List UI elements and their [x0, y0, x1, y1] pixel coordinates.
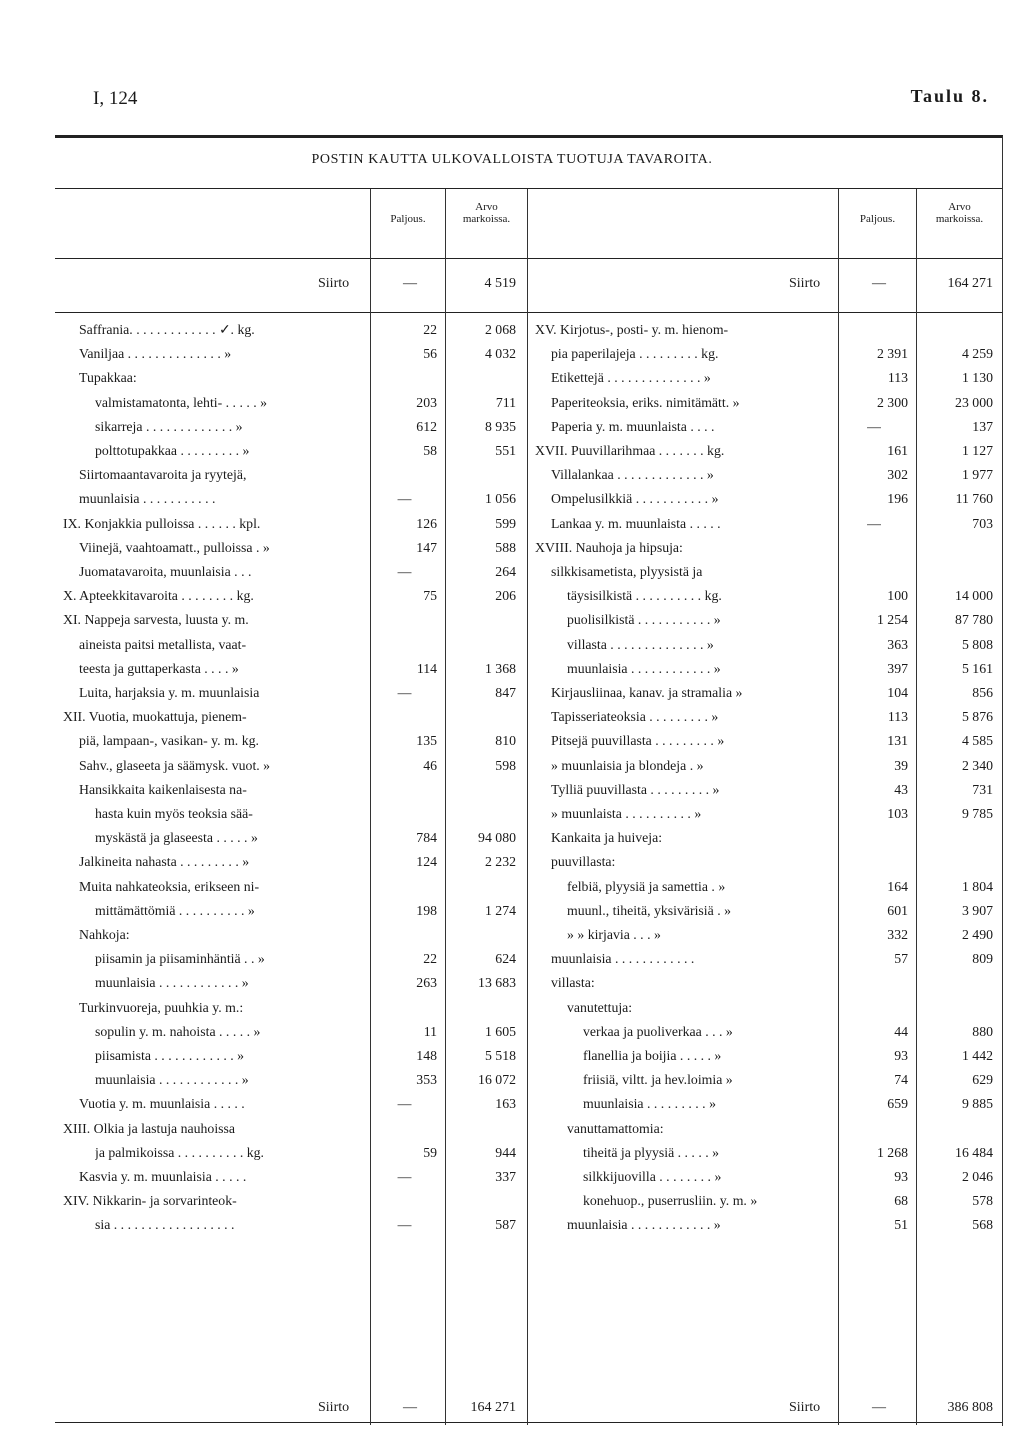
row-value: 731 [972, 781, 993, 797]
row-value: 2 068 [484, 322, 516, 337]
table-row [0, 467, 1024, 491]
left-value-header-line2: markoissa. [462, 213, 511, 225]
row-value: 5 808 [961, 636, 993, 652]
row-quantity: 198 [416, 902, 437, 918]
carry-top-right-quantity: — [872, 276, 886, 291]
row-label: muunlaisia . . . . . . . . . » [583, 1096, 716, 1112]
row-value: 2 232 [484, 854, 516, 870]
row-label: XVII. Puuvillarihmaa . . . . . . . kg. [535, 443, 725, 458]
table-row [0, 637, 1024, 661]
row-value: 1 274 [484, 902, 516, 918]
table-row [0, 879, 1024, 903]
row-label: Vuotia y. m. muunlaisia . . . . . [79, 1096, 245, 1112]
row-quantity: 113 [887, 709, 908, 725]
row-quantity: 93 [894, 1048, 908, 1063]
row-quantity: 39 [894, 757, 908, 773]
row-value: 588 [495, 539, 516, 555]
row-value: 264 [495, 564, 516, 579]
row-label: polttotupakkaa . . . . . . . . . » [95, 443, 250, 458]
row-label: piisamin ja piisaminhäntiä . . » [95, 951, 265, 967]
row-value: 629 [972, 1072, 993, 1088]
row-quantity: 74 [894, 1072, 908, 1088]
row-value: 856 [972, 685, 993, 700]
row-value: 1 605 [484, 1023, 516, 1039]
row-label: XIII. Olkia ja lastuja nauhoissa [63, 1120, 236, 1136]
table-row [0, 661, 1024, 685]
row-value: 1 442 [961, 1048, 993, 1063]
row-label: valmistamatonta, lehti- . . . . . » [95, 394, 268, 410]
carry-bottom-left-quantity: — [403, 1400, 417, 1415]
carry-rule [55, 312, 1003, 313]
row-label: muunlaisia . . . . . . . . . . . [79, 491, 216, 507]
table-row [0, 927, 1024, 951]
row-label: flanellia ja boijia . . . . . » [583, 1048, 722, 1063]
table-row [0, 975, 1024, 999]
row-quantity: 75 [423, 588, 437, 604]
row-label: XV. Kirjotus-, posti- y. m. hienom- [535, 322, 729, 337]
row-value: 8 935 [484, 418, 516, 434]
row-label: vanutettuja: [567, 999, 633, 1015]
row-value: 1 368 [484, 660, 516, 676]
row-quantity: 135 [416, 733, 437, 749]
row-value: 5 876 [961, 709, 993, 725]
right-value-header-line1: Arvo [948, 201, 971, 213]
table-row [0, 1000, 1024, 1024]
row-quantity: — [397, 491, 412, 507]
left-value-header [446, 201, 527, 225]
row-quantity: — [867, 418, 881, 434]
row-quantity: — [397, 1096, 412, 1112]
carry-bottom-right-value: 386 808 [947, 1400, 993, 1415]
table-row [0, 612, 1024, 636]
table-row [0, 733, 1024, 757]
table-row [0, 1048, 1024, 1072]
carry-bottom-right-quantity: — [872, 1400, 886, 1415]
row-label: Luita, harjaksia y. m. muunlaisia [79, 685, 260, 700]
row-label: Sahv., glaseeta ja säämysk. vuot. » [79, 757, 271, 773]
row-quantity: 11 [423, 1023, 437, 1039]
row-value: 1 127 [961, 443, 993, 458]
row-label: pia paperilajeja . . . . . . . . . kg. [551, 346, 719, 362]
row-label: muunlaisia . . . . . . . . . . . . » [95, 1072, 249, 1088]
row-quantity: 113 [887, 370, 908, 386]
row-label: muunlaisia . . . . . . . . . . . . » [567, 1217, 721, 1233]
left-quantity-header: Paljous. [390, 213, 426, 225]
row-value: 598 [495, 757, 516, 773]
row-label: ja palmikoissa . . . . . . . . . . kg. [95, 1144, 264, 1160]
row-value: 2 046 [961, 1169, 993, 1184]
row-value: 2 490 [961, 927, 993, 942]
row-label: sia . . . . . . . . . . . . . . . . . . [95, 1217, 235, 1233]
table-row [0, 830, 1024, 854]
row-value: 568 [972, 1217, 993, 1233]
row-label: vanuttamattomia: [567, 1120, 664, 1136]
row-value: 1 977 [961, 467, 993, 483]
table-row [0, 1169, 1024, 1193]
row-value: 337 [495, 1169, 516, 1184]
row-quantity: 147 [416, 539, 437, 555]
row-quantity: 363 [887, 636, 908, 652]
row-label: XIV. Nikkarin- ja sorvarinteok- [63, 1193, 237, 1209]
table-row [0, 370, 1024, 394]
row-quantity: 353 [416, 1072, 437, 1088]
row-label: muunl., tiheitä, yksivärisiä . » [567, 902, 732, 918]
row-label: Kankaita ja huiveja: [551, 830, 663, 846]
row-label: aineista paitsi metallista, vaat- [79, 636, 247, 652]
row-label: XVIII. Nauhoja ja hipsuja: [535, 539, 683, 555]
row-label: verkaa ja puoliverkaa . . . » [583, 1023, 733, 1039]
row-value: 206 [495, 588, 516, 604]
table-label: Taulu 8. [910, 86, 989, 106]
row-label: X. Apteekkitavaroita . . . . . . . . kg. [63, 588, 254, 604]
carry-top-left-value: 4 519 [484, 276, 516, 291]
row-quantity: 1 254 [876, 612, 908, 628]
row-value: 16 072 [478, 1072, 516, 1088]
table-row [0, 1096, 1024, 1120]
table-row [0, 540, 1024, 564]
row-quantity: — [397, 685, 412, 700]
row-label: silkkijuovilla . . . . . . . . » [583, 1169, 722, 1184]
page-title: POSTIN KAUTTA ULKOVALLOISTA TUOTUJA TAVAROITA. [311, 152, 713, 167]
row-value: 4 259 [961, 346, 993, 362]
row-label: Lankaa y. m. muunlaista . . . . . [551, 515, 721, 531]
row-label: teesta ja guttaperkasta . . . . » [79, 660, 239, 676]
row-value: 587 [495, 1217, 516, 1233]
row-value: 711 [495, 394, 516, 410]
row-label: Paperiteoksia, eriks. nimitämätt. » [551, 394, 740, 410]
row-label: » muunlaisia ja blondeja . » [551, 757, 704, 773]
row-quantity: 68 [894, 1193, 908, 1209]
row-label: hasta kuin myös teoksia sää- [95, 806, 253, 821]
table-row [0, 395, 1024, 419]
row-quantity: 22 [423, 322, 437, 337]
row-value: 703 [972, 515, 993, 531]
row-quantity: 2 391 [876, 346, 908, 362]
row-quantity: 56 [423, 346, 437, 362]
row-label: muunlaisia . . . . . . . . . . . . » [567, 660, 721, 676]
carry-bottom-right-label: Siirto [789, 1400, 821, 1415]
row-quantity: 302 [887, 467, 908, 483]
row-quantity: — [867, 515, 881, 531]
row-value: 13 683 [478, 975, 516, 991]
table-row [0, 1024, 1024, 1048]
row-label: konehuop., puserrusliin. y. m. » [583, 1193, 758, 1209]
row-value: 5 161 [961, 660, 993, 676]
row-value: 23 000 [955, 394, 993, 410]
row-label: mittämättömiä . . . . . . . . . . » [95, 902, 255, 918]
row-value: 137 [972, 418, 993, 434]
row-value: 16 484 [955, 1144, 993, 1160]
row-label: Villalankaa . . . . . . . . . . . . . » [551, 467, 714, 483]
row-label: Vaniljaa . . . . . . . . . . . . . . » [79, 346, 232, 362]
row-label: XII. Vuotia, muokattuja, pienem- [63, 709, 247, 725]
row-value: 14 000 [955, 588, 993, 604]
title-rule [55, 188, 1003, 189]
table-row [0, 758, 1024, 782]
row-value: 847 [495, 685, 516, 700]
row-quantity: — [397, 1217, 412, 1233]
row-quantity: 196 [887, 491, 908, 507]
row-quantity: 114 [416, 660, 437, 676]
row-label: Siirtomaantavaroita ja ryytejä, [79, 467, 247, 483]
row-label: tiheitä ja plyysiä . . . . . » [583, 1144, 720, 1160]
row-label: puolisilkistä . . . . . . . . . . . » [567, 612, 721, 628]
row-label: muunlaisia . . . . . . . . . . . . [551, 951, 695, 967]
row-label: Hansikkaita kaikenlaisesta na- [79, 781, 247, 797]
row-value: 9 785 [961, 806, 993, 821]
row-quantity: 58 [423, 443, 437, 458]
row-label: Tapisseriateoksia . . . . . . . . . » [551, 709, 719, 725]
row-label: Tylliä puuvillasta . . . . . . . . . » [551, 781, 720, 797]
row-label: Nahkoja: [79, 927, 130, 942]
row-quantity: 131 [887, 733, 908, 749]
carry-top-right-label: Siirto [789, 276, 821, 291]
table-row [0, 1145, 1024, 1169]
row-value: 880 [972, 1023, 993, 1039]
row-quantity: 51 [894, 1217, 908, 1233]
table-row [0, 443, 1024, 467]
row-label: piä, lampaan-, vasikan- y. m. kg. [79, 733, 259, 749]
row-label: sikarreja . . . . . . . . . . . . . » [95, 418, 243, 434]
row-label: Kirjausliinaa, kanav. ja stramalia » [551, 685, 743, 700]
row-quantity: 46 [423, 757, 437, 773]
row-value: 578 [972, 1193, 993, 1209]
right-quantity-header: Paljous. [859, 213, 896, 225]
row-quantity: 124 [416, 854, 437, 870]
carry-top-right-value: 164 271 [947, 276, 993, 291]
row-label: Ompelusilkkiä . . . . . . . . . . . » [551, 491, 719, 507]
top-rule [55, 135, 1003, 138]
row-quantity: 659 [887, 1096, 908, 1112]
row-value: 5 518 [484, 1048, 516, 1063]
right-value-header [917, 201, 1002, 225]
row-quantity: 43 [894, 781, 908, 797]
row-value: 94 080 [478, 830, 516, 846]
row-quantity: 100 [887, 588, 908, 604]
row-quantity: 22 [423, 951, 437, 967]
table-row [0, 709, 1024, 733]
row-value: 87 780 [955, 612, 993, 628]
table-row [0, 516, 1024, 540]
row-label: Muita nahkateoksia, erikseen ni- [79, 878, 260, 894]
page-number: I, 124 [93, 88, 138, 109]
row-value: 624 [495, 951, 516, 967]
row-label: Viinejä, vaahtoamatt., pulloissa . » [79, 539, 270, 555]
row-value: 11 760 [955, 491, 993, 507]
row-value: 810 [495, 733, 516, 749]
row-label: Tupakkaa: [79, 370, 137, 386]
row-label: puuvillasta: [551, 854, 616, 870]
row-label: täysisilkistä . . . . . . . . . . kg. [567, 588, 722, 604]
carry-bottom-left-value: 164 271 [470, 1400, 516, 1415]
header-rule [55, 258, 1003, 259]
row-quantity: 59 [423, 1144, 437, 1160]
row-label: friisiä, viltt. ja hev.loimia » [583, 1072, 733, 1088]
table-row [0, 322, 1024, 346]
row-label: Etikettejä . . . . . . . . . . . . . . » [551, 370, 711, 386]
row-label: Juomatavaroita, muunlaisia . . . [79, 564, 252, 579]
row-label: Jalkineita nahasta . . . . . . . . . » [79, 854, 250, 870]
table-row [0, 491, 1024, 515]
row-quantity: 148 [416, 1048, 437, 1063]
row-quantity: 44 [894, 1023, 908, 1039]
row-quantity: 601 [887, 902, 908, 918]
row-quantity: 161 [887, 443, 908, 458]
row-label: felbiä, plyysiä ja samettia . » [567, 878, 726, 894]
row-label: » muunlaista . . . . . . . . . . » [551, 806, 702, 821]
row-quantity: 126 [416, 515, 437, 531]
row-value: 551 [495, 443, 516, 458]
row-label: XI. Nappeja sarvesta, luusta y. m. [63, 612, 249, 628]
row-quantity: 104 [887, 685, 908, 700]
table-row [0, 588, 1024, 612]
row-quantity: 332 [887, 927, 908, 942]
table-row [0, 854, 1024, 878]
table-row [0, 1072, 1024, 1096]
carry-top-left-label: Siirto [318, 276, 350, 291]
row-value: 3 907 [961, 902, 993, 918]
right-value-header-line2: markoissa. [935, 213, 984, 225]
row-quantity: — [397, 564, 412, 579]
row-quantity: 612 [416, 418, 437, 434]
row-label: Saffrania. . . . . . . . . . . . . ✓. kg. [79, 322, 255, 337]
row-quantity: 263 [416, 975, 437, 991]
row-value: 2 340 [961, 757, 993, 773]
carry-bottom-left-label: Siirto [318, 1400, 350, 1415]
row-quantity: — [397, 1169, 412, 1184]
row-label: piisamista . . . . . . . . . . . . » [95, 1048, 245, 1063]
row-value: 1 056 [484, 491, 516, 507]
row-quantity: 203 [416, 394, 437, 410]
table-row [0, 951, 1024, 975]
table-row [0, 903, 1024, 927]
row-label: Paperia y. m. muunlaista . . . . [551, 418, 715, 434]
row-quantity: 2 300 [876, 394, 908, 410]
row-value: 599 [495, 515, 516, 531]
row-value: 4 585 [961, 733, 993, 749]
row-label: Kasvia y. m. muunlaisia . . . . . [79, 1169, 247, 1184]
row-quantity: 164 [887, 878, 908, 894]
row-value: 1 130 [961, 370, 993, 386]
row-value: 4 032 [484, 346, 516, 362]
table-row [0, 346, 1024, 370]
table-row [0, 806, 1024, 830]
bottom-rule [55, 1422, 1003, 1423]
table-row [0, 564, 1024, 588]
left-value-header-line1: Arvo [475, 201, 498, 213]
row-label: villasta: [551, 975, 595, 991]
row-value: 809 [972, 951, 993, 967]
row-quantity: 57 [894, 951, 908, 967]
row-label: IX. Konjakkia pulloissa . . . . . . kpl. [63, 515, 261, 531]
row-value: 944 [495, 1144, 516, 1160]
row-label: silkkisametista, plyysistä ja [551, 564, 703, 579]
row-quantity: 93 [894, 1169, 908, 1184]
row-label: Pitsejä puuvillasta . . . . . . . . . » [551, 733, 725, 749]
row-value: 1 804 [961, 878, 993, 894]
row-value: 9 885 [961, 1096, 993, 1112]
row-label: myskästä ja glaseesta . . . . . » [95, 830, 258, 846]
table-row [0, 685, 1024, 709]
row-quantity: 784 [416, 830, 437, 846]
row-value: 163 [495, 1096, 516, 1112]
carry-top-left-quantity: — [403, 276, 417, 291]
row-quantity: 103 [887, 806, 908, 821]
row-label: » » kirjavia . . . » [567, 927, 661, 942]
table-row [0, 782, 1024, 806]
row-label: villasta . . . . . . . . . . . . . . » [567, 636, 714, 652]
row-label: sopulin y. m. nahoista . . . . . » [95, 1023, 261, 1039]
row-quantity: 397 [887, 660, 908, 676]
table-row [0, 1193, 1024, 1217]
row-label: muunlaisia . . . . . . . . . . . . » [95, 975, 249, 991]
row-label: Turkinvuoreja, puuhkia y. m.: [79, 999, 244, 1015]
table-row [0, 1121, 1024, 1145]
row-quantity: 1 268 [876, 1144, 908, 1160]
table-row [0, 419, 1024, 443]
table-row [0, 1217, 1024, 1241]
